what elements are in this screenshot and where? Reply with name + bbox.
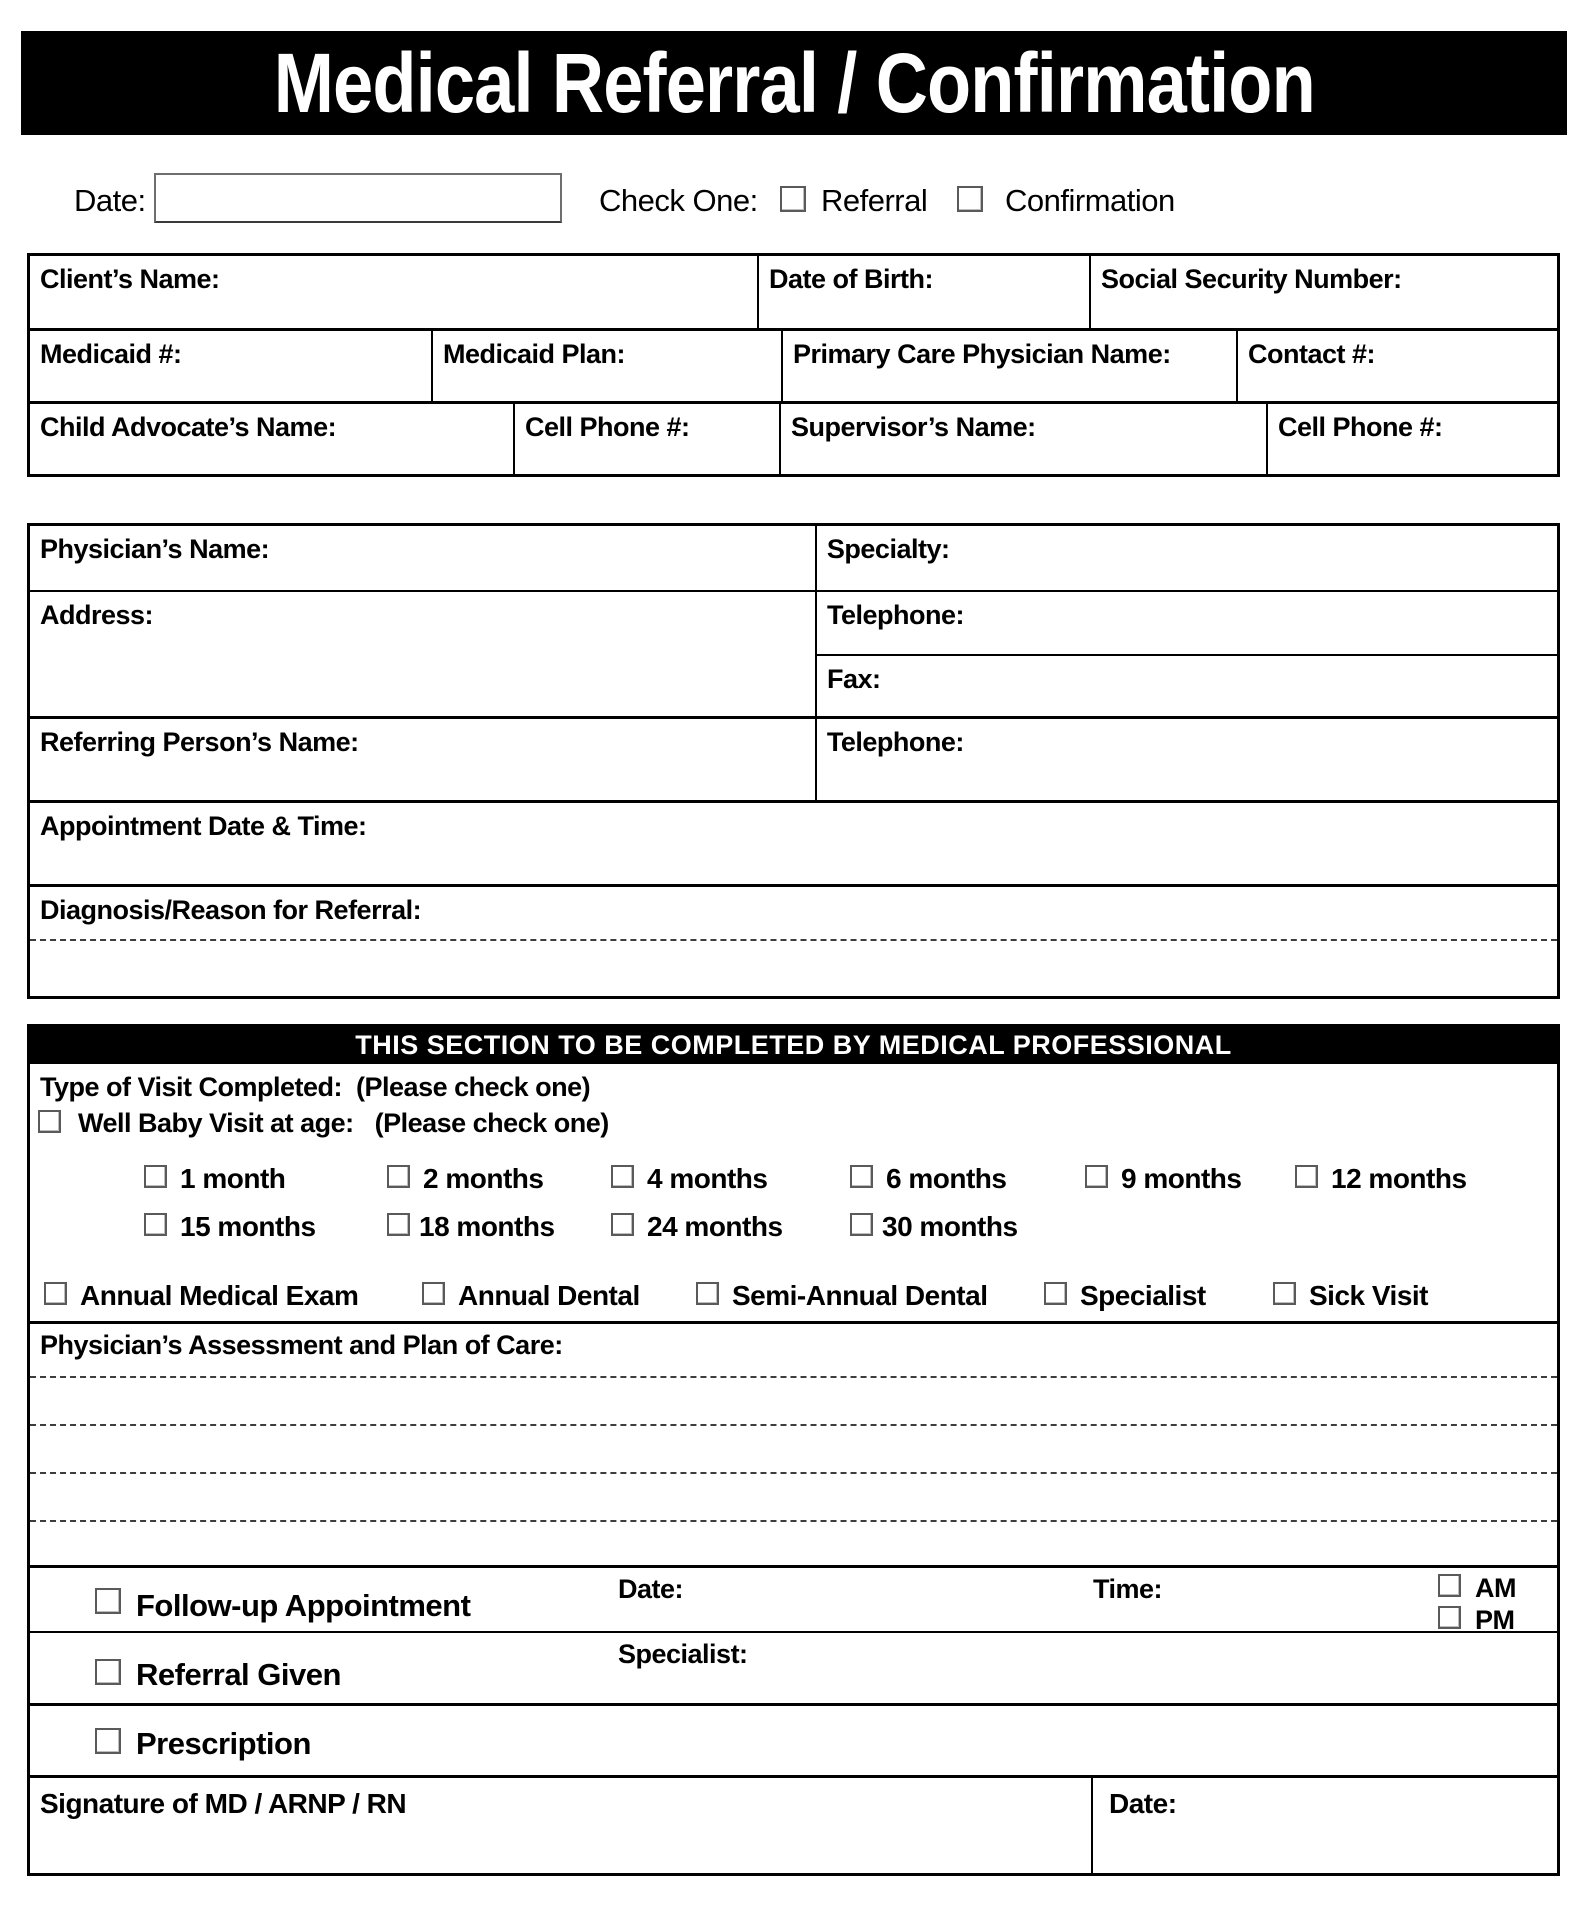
medicaid-plan-label: Medicaid Plan: — [443, 339, 626, 369]
well-baby-visit-checkbox[interactable] — [38, 1110, 61, 1133]
signature-date-field[interactable] — [1093, 1778, 1557, 1873]
client-name-cell[interactable] — [30, 256, 757, 328]
date-input[interactable] — [154, 173, 562, 223]
age-9-months-label: 9 months — [1121, 1163, 1242, 1194]
date-of-birth-cell[interactable] — [757, 256, 1089, 328]
form-title-bar — [21, 31, 1567, 135]
date-label: Date: — [74, 183, 146, 218]
physician-name-label: Physician’s Name: — [40, 534, 270, 564]
well-baby-visit-label: Well Baby Visit at age: (Please check one) — [78, 1108, 609, 1138]
semi-annual-dental-label: Semi-Annual Dental — [732, 1280, 988, 1311]
annual-medical-exam-label: Annual Medical Exam — [80, 1280, 359, 1311]
client-info-table — [27, 253, 1560, 477]
medical-section-header-bar — [30, 1027, 1557, 1064]
age-24-months-checkbox[interactable] — [611, 1213, 634, 1236]
diagnosis-label: Diagnosis/Reason for Referral: — [40, 895, 422, 925]
supervisor-cell-phone-label: Cell Phone #: — [1278, 412, 1443, 442]
medicaid-number-cell[interactable] — [30, 331, 431, 401]
age-12-months-checkbox[interactable] — [1295, 1165, 1318, 1188]
ssn-label: Social Security Number: — [1101, 264, 1402, 294]
referral-checkbox[interactable] — [780, 186, 806, 212]
type-of-visit-area — [30, 1064, 1557, 1321]
advocate-cell-phone-label: Cell Phone #: — [525, 412, 690, 442]
referring-person-cell[interactable] — [30, 719, 815, 800]
specialty-cell[interactable] — [815, 526, 1557, 590]
physician-name-row — [30, 526, 1557, 590]
followup-appointment-row — [30, 1565, 1557, 1635]
age-4-months-checkbox[interactable] — [611, 1165, 634, 1188]
physician-name-cell[interactable] — [30, 526, 815, 590]
annual-dental-label: Annual Dental — [458, 1280, 640, 1311]
referral-given-row — [30, 1631, 1557, 1703]
followup-appointment-label: Follow-up Appointment — [136, 1588, 471, 1623]
supervisor-label: Supervisor’s Name: — [791, 412, 1036, 442]
fax-label: Fax: — [826, 664, 881, 694]
advocate-cell-phone-cell[interactable] — [513, 404, 779, 474]
followup-time-label: Time: — [1093, 1574, 1163, 1604]
telephone-fax-stack — [815, 592, 1557, 716]
client-table-row-2 — [30, 328, 1557, 401]
child-advocate-label: Child Advocate’s Name: — [40, 412, 337, 442]
age-4-months-label: 4 months — [647, 1163, 768, 1194]
fax-cell[interactable] — [817, 654, 1557, 716]
supervisor-cell[interactable] — [779, 404, 1266, 474]
type-of-visit-label: Type of Visit Completed: (Please check one) — [40, 1072, 591, 1102]
signature-row — [30, 1775, 1557, 1873]
prescription-label: Prescription — [136, 1726, 311, 1761]
referral-option-label: Referral — [821, 183, 928, 218]
annual-medical-exam-checkbox[interactable] — [44, 1282, 67, 1305]
diagnosis-row — [30, 884, 1557, 996]
address-label: Address: — [40, 600, 154, 630]
age-12-months-label: 12 months — [1331, 1163, 1467, 1194]
age-30-months-checkbox[interactable] — [850, 1213, 873, 1236]
supervisor-cell-phone-cell[interactable] — [1266, 404, 1557, 474]
assessment-write-line-2 — [30, 1424, 1557, 1426]
telephone-label: Telephone: — [826, 600, 964, 630]
appointment-row — [30, 800, 1557, 884]
contact-number-cell[interactable] — [1236, 331, 1557, 401]
age-6-months-label: 6 months — [886, 1163, 1007, 1194]
ssn-cell[interactable] — [1089, 256, 1557, 328]
followup-date-label: Date: — [618, 1574, 684, 1604]
age-6-months-checkbox[interactable] — [850, 1165, 873, 1188]
confirmation-option-label: Confirmation — [1005, 183, 1175, 218]
medicaid-number-label: Medicaid #: — [40, 339, 182, 369]
child-advocate-cell[interactable] — [30, 404, 513, 474]
am-checkbox[interactable] — [1438, 1574, 1461, 1597]
age-15-months-checkbox[interactable] — [144, 1213, 167, 1236]
referring-telephone-label: Telephone: — [826, 727, 964, 757]
medical-professional-section — [27, 1024, 1560, 1876]
form-title: Medical Referral / Confirmation — [273, 35, 1315, 130]
pm-label: PM — [1475, 1605, 1515, 1635]
date-of-birth-label: Date of Birth: — [769, 264, 933, 294]
diagnosis-write-line — [30, 939, 1557, 941]
sick-visit-checkbox[interactable] — [1273, 1282, 1296, 1305]
referring-person-label: Referring Person’s Name: — [40, 727, 359, 757]
annual-dental-checkbox[interactable] — [422, 1282, 445, 1305]
medical-section-header-title: THIS SECTION TO BE COMPLETED BY MEDICAL PROFESSIONAL — [355, 1030, 1232, 1060]
specialty-label: Specialty: — [826, 534, 950, 564]
client-table-row-3 — [30, 401, 1557, 474]
assessment-label: Physician’s Assessment and Plan of Care: — [40, 1330, 563, 1360]
diagnosis-cell[interactable] — [30, 887, 1557, 996]
assessment-write-line-1 — [30, 1376, 1557, 1378]
confirmation-checkbox[interactable] — [957, 186, 983, 212]
medicaid-plan-cell[interactable] — [431, 331, 781, 401]
physician-info-table — [27, 523, 1560, 999]
primary-care-physician-label: Primary Care Physician Name: — [793, 339, 1171, 369]
referring-person-row — [30, 716, 1557, 800]
specialist-visit-label: Specialist — [1080, 1280, 1206, 1311]
prescription-checkbox[interactable] — [95, 1728, 121, 1754]
assessment-write-line-4 — [30, 1520, 1557, 1522]
signature-date-label: Date: — [1109, 1788, 1177, 1819]
age-24-months-label: 24 months — [647, 1211, 783, 1242]
am-label: AM — [1475, 1573, 1516, 1603]
appointment-label: Appointment Date & Time: — [40, 811, 367, 841]
referring-telephone-cell[interactable] — [815, 719, 1557, 800]
age-2-months-checkbox[interactable] — [387, 1165, 410, 1188]
age-18-months-label: 18 months — [419, 1211, 555, 1242]
primary-care-physician-cell[interactable] — [781, 331, 1236, 401]
age-15-months-label: 15 months — [180, 1211, 316, 1242]
assessment-area[interactable] — [30, 1321, 1557, 1565]
referral-given-checkbox[interactable] — [95, 1659, 121, 1685]
specialist-checkbox[interactable] — [1044, 1282, 1067, 1305]
telephone-cell[interactable] — [817, 592, 1557, 654]
specialist-field-label: Specialist: — [618, 1639, 748, 1669]
referral-given-label: Referral Given — [136, 1657, 341, 1692]
age-30-months-label: 30 months — [882, 1211, 1018, 1242]
age-18-months-checkbox[interactable] — [387, 1213, 410, 1236]
check-one-label: Check One: — [599, 183, 758, 218]
address-row — [30, 590, 1557, 716]
semi-annual-dental-checkbox[interactable] — [696, 1282, 719, 1305]
appointment-cell[interactable] — [30, 803, 1557, 884]
signature-field[interactable] — [30, 1778, 1093, 1873]
address-cell[interactable] — [30, 592, 815, 716]
age-9-months-checkbox[interactable] — [1085, 1165, 1108, 1188]
client-name-label: Client’s Name: — [40, 264, 220, 294]
client-table-row-1 — [30, 256, 1557, 328]
pm-checkbox[interactable] — [1438, 1606, 1461, 1629]
age-1-month-checkbox[interactable] — [144, 1165, 167, 1188]
assessment-write-line-3 — [30, 1472, 1557, 1474]
prescription-row — [30, 1703, 1557, 1775]
followup-appointment-checkbox[interactable] — [95, 1588, 121, 1614]
contact-number-label: Contact #: — [1248, 339, 1376, 369]
age-1-month-label: 1 month — [180, 1163, 286, 1194]
sick-visit-label: Sick Visit — [1309, 1280, 1429, 1311]
age-2-months-label: 2 months — [423, 1163, 544, 1194]
signature-label: Signature of MD / ARNP / RN — [40, 1788, 407, 1819]
